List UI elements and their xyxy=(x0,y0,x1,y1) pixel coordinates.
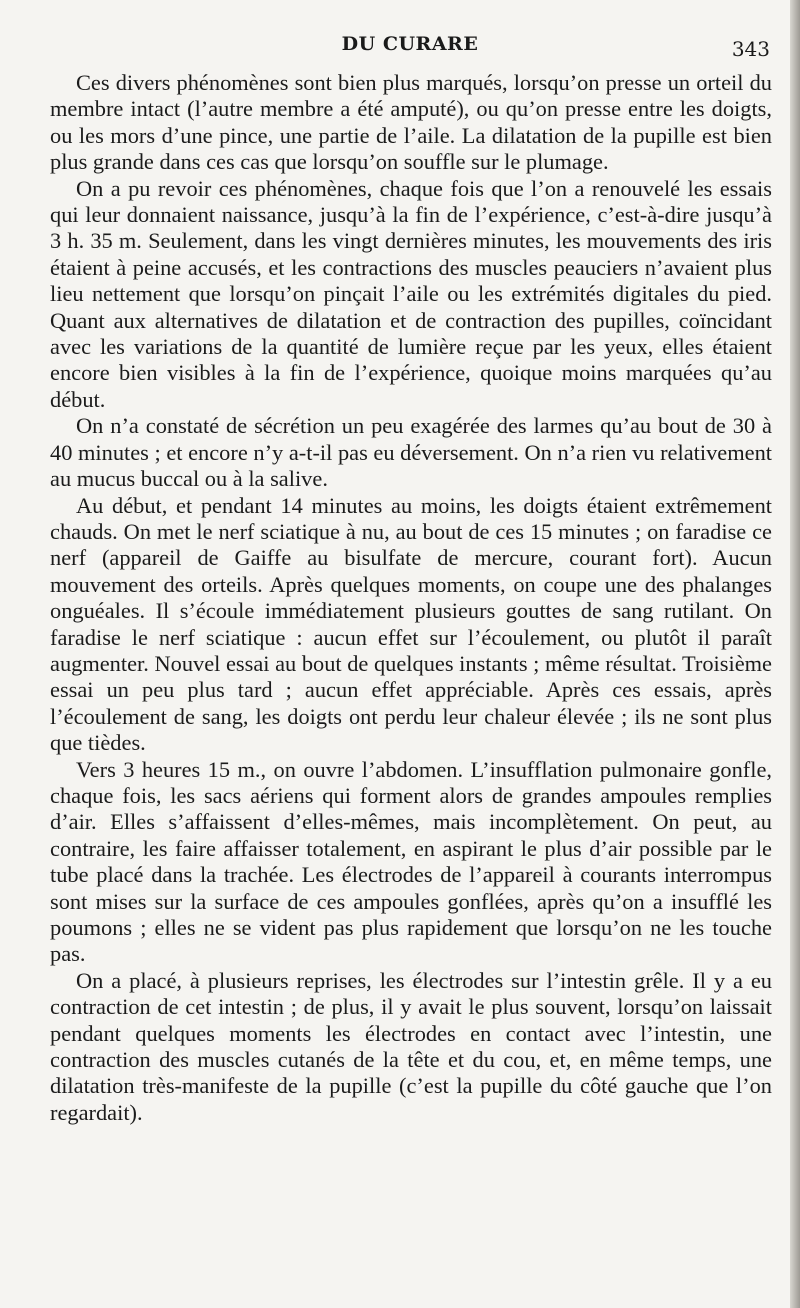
paragraph-1: Ces divers phénomènes sont bien plus marqués, lorsqu’on presse un orteil du membre intact (l’autre membre a été amputé), ou qu’on presse entre les doigts, ou les mors d’une pince, une partie de l’aile. La dilatation de la pupille est bien plus grande dans ces cas que lorsqu’on souffle sur le plumage. xyxy=(50,70,772,175)
running-title: DU CURARE xyxy=(341,33,479,55)
running-header xyxy=(50,33,770,63)
paragraph-6: On a placé, à plusieurs reprises, les électrodes sur l’intestin grêle. Il y a eu contraction de cet intestin ; de plus, il y avait le plus souvent, lorsqu’on laissait pendant quelques moments les électrodes en contact avec l’intestin, une contraction des muscles cutanés de la tête et du cou, et, en même temps, une dilatation très-manifeste de la pupille (c’est la pupille du côté gauche que l’on regardait). xyxy=(50,967,772,1125)
body-text xyxy=(50,70,772,1126)
paragraph-4: Au début, et pendant 14 minutes au moins, les doigts étaient extrêmement chauds. On met le nerf sciatique à nu, au bout de ces 15 minutes ; on faradise ce nerf (appareil de Gaiffe au bisulfate de mercure, courant fort). Aucun mouvement des orteils. Après quelques moments, on coupe une des phalanges onguéales. Il s’écoule immédiatement plusieurs gouttes de sang rutilant. On faradise le nerf sciatique : aucun effet sur l’écoulement, ou plutôt il paraît augmenter. Nouvel essai au bout de quelques instants ; même résultat. Troisième essai un peu plus tard ; aucun effet appréciable. Après ces essais, après l’écoulement de sang, les doigts ont perdu leur chaleur élevée ; ils ne sont plus que tièdes. xyxy=(50,492,772,756)
paragraph-5: Vers 3 heures 15 m., on ouvre l’abdomen. L’insufflation pulmonaire gonfle, chaque fois, les sacs aériens qui forment alors de grandes ampoules remplies d’air. Elles s’affaissent d’elles-mêmes, mais incomplètement. On peut, au contraire, les faire affaisser totalement, en aspirant le plus d’air possible par le tube placé dans la trachée. Les électrodes de l’appareil à courants interrompus sont mises sur la surface de ces ampoules gonflées, après qu’on a insufflé les poumons ; elles ne se vident pas plus rapidement que lorsqu’on ne les touche pas. xyxy=(50,756,772,967)
paragraph-2: On a pu revoir ces phénomènes, chaque fois que l’on a renouvelé les essais qui leur donnaient naissance, jusqu’à la fin de l’expérience, c’est-à-dire jusqu’à 3 h. 35 m. Seulement, dans les vingt dernières minutes, les mouvements des iris étaient à peine accusés, et les contractions des muscles peauciers n’avaient plus lieu nettement que lorsqu’on pinçait l’aile ou les extrémités digitales du pied. Quant aux alternatives de dilatation et de contraction des pupilles, coïncidant avec les variations de la quantité de lumière reçue par les yeux, elles étaient encore bien visibles à la fin de l’expérience, quoique moins marquées qu’au début. xyxy=(50,175,772,412)
page-edge-shadow xyxy=(790,0,800,1308)
page-number: 343 xyxy=(731,37,770,61)
paragraph-3: On n’a constaté de sécrétion un peu exagérée des larmes qu’au bout de 30 à 40 minutes ; et encore n’y a-t-il pas eu déversement. On n’a rien vu relativement au mucus buccal ou à la salive. xyxy=(50,413,772,492)
